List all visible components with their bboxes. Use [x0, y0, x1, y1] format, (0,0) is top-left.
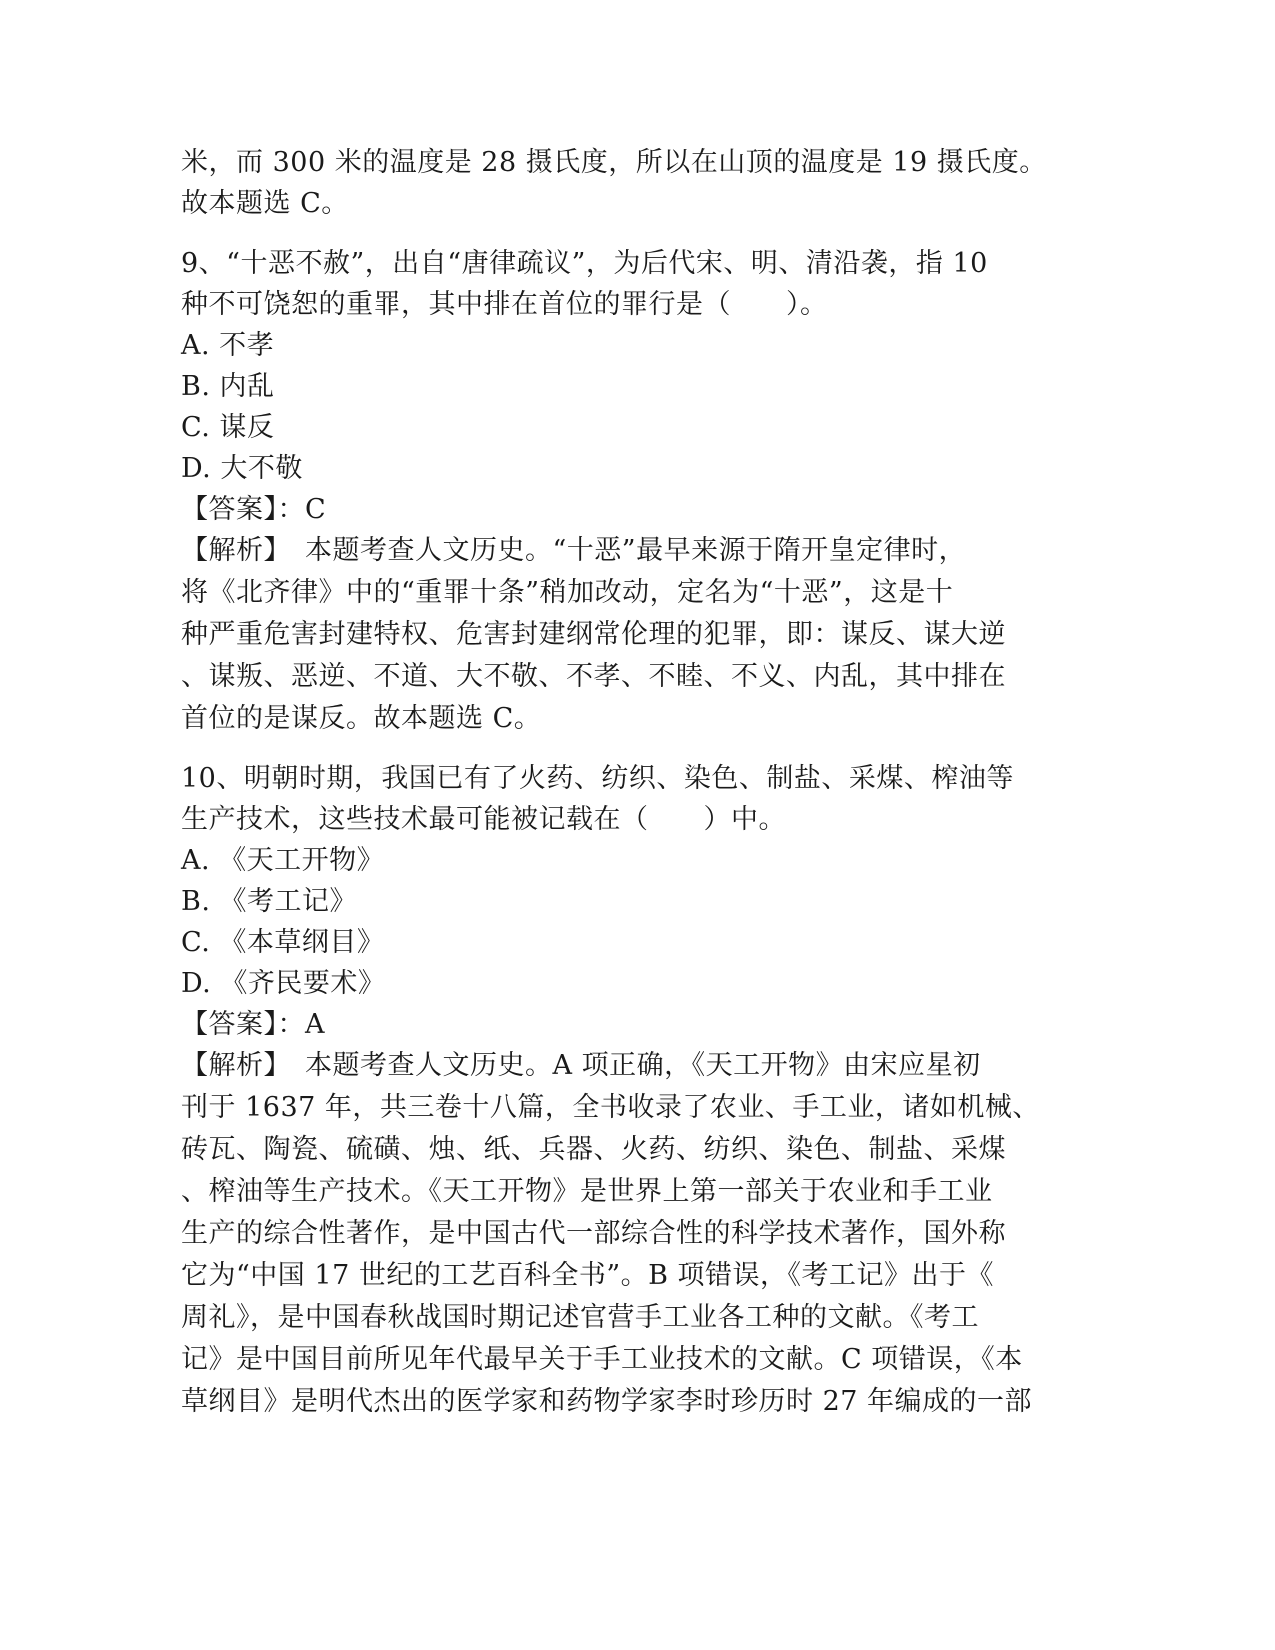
q10-answer: 【答案】：A [181, 1009, 325, 1040]
q10-stem-line: 生产技术，这些技术最可能被记载在（ ）中。 [181, 804, 786, 835]
q9-option-b: B. 内乱 [181, 371, 275, 402]
q9-option-d: D. 大不敬 [181, 453, 303, 484]
q9-option-c: C. 谋反 [181, 412, 275, 443]
q9-option-a: A. 不孝 [181, 330, 275, 361]
q10-option-d: D. 《齐民要术》 [181, 968, 386, 999]
q10-option-c: C. 《本草纲目》 [181, 927, 385, 958]
q10-analysis-line: 它为“中国 17 世纪的工艺百科全书”。B 项错误，《考工记》出于《 [181, 1260, 995, 1291]
q9-analysis-line: 将《北齐律》中的“重罪十条”稍加改动，定名为“十恶”，这是十 [181, 577, 954, 608]
q9-analysis-line: 【解析】 本题考查人文历史。“十恶”最早来源于隋开皇定律时， [181, 535, 967, 566]
q10-option-b: B. 《考工记》 [181, 886, 358, 917]
q9-analysis-line: 、谋叛、恶逆、不道、大不敬、不孝、不睦、不义、内乱，其中排在 [181, 661, 1006, 692]
q10-analysis-line: 、榨油等生产技术。《天工开物》是世界上第一部关于农业和手工业 [181, 1176, 993, 1207]
q9-analysis-line: 种严重危害封建特权、危害封建纲常伦理的犯罪，即：谋反、谋大逆 [181, 619, 1006, 650]
q10-analysis-line: 周礼》，是中国春秋战国时期记述官营手工业各工种的文献。《考工 [181, 1302, 979, 1333]
q10-analysis-line: 砖瓦、陶瓷、硫磺、烛、纸、兵器、火药、纺织、染色、制盐、采煤 [181, 1134, 1006, 1165]
q10-option-a: A. 《天工开物》 [181, 845, 385, 876]
q9-stem-line: 9、“十恶不赦”，出自“唐律疏议”，为后代宋、明、清沿袭，指 10 [181, 248, 988, 279]
q10-analysis-line: 草纲目》是明代杰出的医学家和药物学家李时珍历时 27 年编成的一部 [181, 1386, 1033, 1417]
intro-line: 米，而 300 米的温度是 28 摄氏度，所以在山顶的温度是 19 摄氏度。 [181, 147, 1047, 178]
q10-analysis-line: 刊于 1637 年，共三卷十八篇，全书收录了农业、手工业，诸如机械、 [181, 1092, 1040, 1123]
q9-stem-line: 种不可饶恕的重罪，其中排在首位的罪行是（ ）。 [181, 289, 828, 320]
q10-stem-line: 10、明朝时期，我国已有了火药、纺织、染色、制盐、采煤、榨油等 [181, 763, 1014, 794]
q9-analysis-line: 首位的是谋反。故本题选 C。 [181, 703, 542, 734]
q9-answer: 【答案】：C [181, 494, 327, 525]
q10-analysis-line: 记》是中国目前所见年代最早关于手工业技术的文献。C 项错误，《本 [181, 1344, 1023, 1375]
q10-analysis-line: 【解析】 本题考查人文历史。A 项正确，《天工开物》由宋应星初 [181, 1050, 981, 1081]
q10-analysis-line: 生产的综合性著作，是中国古代一部综合性的科学技术著作，国外称 [181, 1218, 1006, 1249]
intro-line: 故本题选 C。 [181, 188, 349, 219]
